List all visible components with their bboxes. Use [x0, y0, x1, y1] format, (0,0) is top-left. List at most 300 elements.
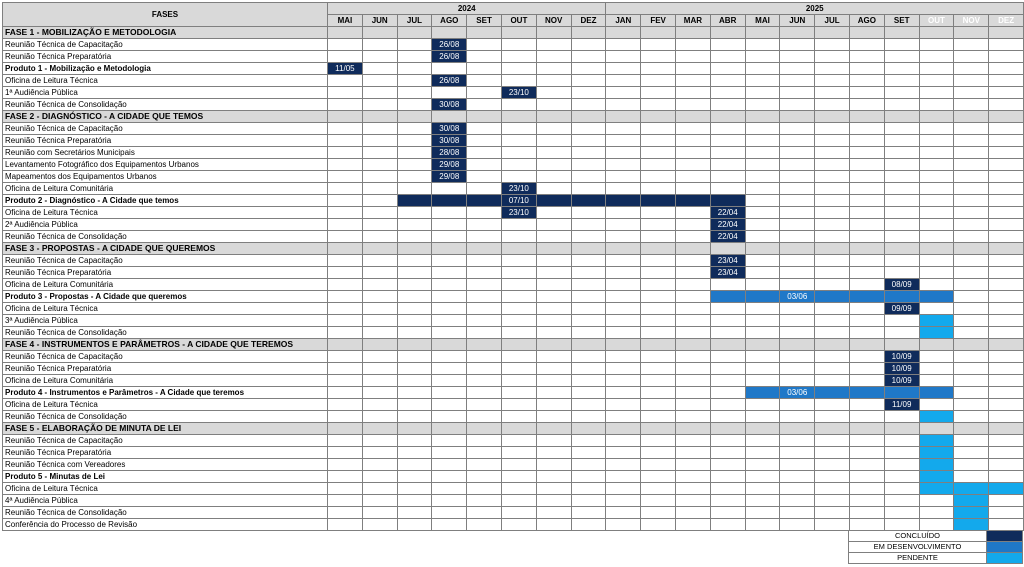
empty-cell	[989, 387, 1024, 399]
empty-cell	[362, 363, 397, 375]
empty-cell	[710, 483, 745, 495]
empty-cell	[884, 195, 919, 207]
empty-cell	[815, 495, 850, 507]
empty-cell	[850, 435, 885, 447]
empty-cell	[571, 51, 606, 63]
empty-cell	[362, 351, 397, 363]
empty-cell	[606, 279, 641, 291]
empty-cell	[780, 303, 815, 315]
empty-cell	[815, 135, 850, 147]
empty-cell	[536, 159, 571, 171]
empty-cell	[571, 351, 606, 363]
empty-cell	[641, 111, 676, 123]
empty-cell	[745, 87, 780, 99]
task-row	[3, 363, 1024, 375]
task-row	[3, 159, 1024, 171]
empty-cell	[467, 267, 502, 279]
empty-cell	[676, 147, 711, 159]
task-row	[3, 51, 1024, 63]
empty-cell	[467, 459, 502, 471]
empty-cell	[362, 423, 397, 435]
empty-cell	[397, 243, 432, 255]
task-row	[3, 507, 1024, 519]
empty-cell	[501, 219, 536, 231]
year-header-row	[3, 3, 1024, 15]
empty-cell	[571, 171, 606, 183]
task-label: Oficina de Leitura Técnica	[3, 75, 328, 87]
empty-cell	[397, 87, 432, 99]
status-cell	[571, 195, 606, 207]
empty-cell	[745, 159, 780, 171]
empty-cell	[954, 207, 989, 219]
empty-cell	[745, 279, 780, 291]
empty-cell	[571, 471, 606, 483]
empty-cell	[989, 507, 1024, 519]
empty-cell	[919, 135, 954, 147]
empty-cell	[676, 27, 711, 39]
empty-cell	[536, 27, 571, 39]
empty-cell	[989, 423, 1024, 435]
empty-cell	[989, 459, 1024, 471]
empty-cell	[815, 459, 850, 471]
task-row	[3, 219, 1024, 231]
empty-cell	[710, 159, 745, 171]
empty-cell	[397, 267, 432, 279]
empty-cell	[467, 159, 502, 171]
task-label: Reunião Técnica Preparatória	[3, 51, 328, 63]
empty-cell	[780, 111, 815, 123]
empty-cell	[780, 99, 815, 111]
empty-cell	[362, 39, 397, 51]
empty-cell	[501, 387, 536, 399]
task-label: Levantamento Fotográfico dos Equipamentos Urbanos	[3, 159, 328, 171]
empty-cell	[432, 315, 467, 327]
empty-cell	[467, 423, 502, 435]
empty-cell	[676, 279, 711, 291]
empty-cell	[780, 75, 815, 87]
empty-cell	[432, 363, 467, 375]
empty-cell	[641, 339, 676, 351]
empty-cell	[710, 375, 745, 387]
empty-cell	[954, 63, 989, 75]
task-label: Oficina de Leitura Técnica	[3, 303, 328, 315]
empty-cell	[815, 519, 850, 531]
empty-cell	[676, 135, 711, 147]
empty-cell	[641, 495, 676, 507]
empty-cell	[884, 147, 919, 159]
empty-cell	[850, 315, 885, 327]
month-header: JUL	[397, 15, 432, 27]
empty-cell	[328, 39, 363, 51]
empty-cell	[641, 315, 676, 327]
month-header: MAR	[676, 15, 711, 27]
month-header: ABR	[710, 15, 745, 27]
empty-cell	[676, 291, 711, 303]
empty-cell	[397, 171, 432, 183]
empty-cell	[780, 483, 815, 495]
empty-cell	[501, 111, 536, 123]
empty-cell	[432, 279, 467, 291]
empty-cell	[606, 75, 641, 87]
status-cell	[397, 195, 432, 207]
empty-cell	[467, 207, 502, 219]
empty-cell	[571, 507, 606, 519]
empty-cell	[501, 279, 536, 291]
empty-cell	[397, 75, 432, 87]
empty-cell	[536, 207, 571, 219]
empty-cell	[989, 147, 1024, 159]
status-cell: 30/08	[432, 99, 467, 111]
empty-cell	[745, 111, 780, 123]
empty-cell	[467, 435, 502, 447]
legend-label: EM DESENVOLVIMENTO	[849, 542, 987, 553]
status-cell: 30/08	[432, 123, 467, 135]
task-row	[3, 327, 1024, 339]
empty-cell	[328, 51, 363, 63]
empty-cell	[954, 435, 989, 447]
empty-cell	[328, 495, 363, 507]
empty-cell	[362, 279, 397, 291]
empty-cell	[919, 423, 954, 435]
empty-cell	[501, 339, 536, 351]
status-cell: 26/08	[432, 75, 467, 87]
phase-row	[3, 111, 1024, 123]
empty-cell	[641, 279, 676, 291]
empty-cell	[954, 447, 989, 459]
empty-cell	[362, 99, 397, 111]
empty-cell	[501, 315, 536, 327]
empty-cell	[328, 183, 363, 195]
status-cell	[815, 387, 850, 399]
empty-cell	[954, 231, 989, 243]
empty-cell	[641, 351, 676, 363]
empty-cell	[397, 111, 432, 123]
empty-cell	[467, 363, 502, 375]
empty-cell	[850, 195, 885, 207]
empty-cell	[641, 411, 676, 423]
empty-cell	[815, 303, 850, 315]
empty-cell	[328, 351, 363, 363]
task-row	[3, 459, 1024, 471]
empty-cell	[362, 267, 397, 279]
empty-cell	[641, 483, 676, 495]
empty-cell	[641, 363, 676, 375]
empty-cell	[397, 459, 432, 471]
month-header: OUT	[919, 15, 954, 27]
empty-cell	[606, 363, 641, 375]
empty-cell	[606, 147, 641, 159]
empty-cell	[536, 423, 571, 435]
empty-cell	[989, 303, 1024, 315]
status-cell	[850, 291, 885, 303]
empty-cell	[571, 75, 606, 87]
empty-cell	[850, 447, 885, 459]
empty-cell	[745, 123, 780, 135]
empty-cell	[467, 183, 502, 195]
phase-label: FASE 4 - INSTRUMENTOS E PARÂMETROS - A CIDADE QUE TEREMOS	[3, 339, 328, 351]
empty-cell	[432, 219, 467, 231]
empty-cell	[536, 507, 571, 519]
empty-cell	[606, 339, 641, 351]
empty-cell	[328, 327, 363, 339]
empty-cell	[676, 495, 711, 507]
empty-cell	[780, 255, 815, 267]
month-header: NOV	[536, 15, 571, 27]
empty-cell	[815, 219, 850, 231]
empty-cell	[501, 27, 536, 39]
empty-cell	[467, 99, 502, 111]
empty-cell	[989, 75, 1024, 87]
empty-cell	[676, 387, 711, 399]
empty-cell	[397, 39, 432, 51]
empty-cell	[641, 159, 676, 171]
empty-cell	[989, 63, 1024, 75]
empty-cell	[989, 255, 1024, 267]
empty-cell	[954, 111, 989, 123]
empty-cell	[850, 135, 885, 147]
empty-cell	[815, 51, 850, 63]
task-label: Reunião Técnica com Vereadores	[3, 459, 328, 471]
empty-cell	[745, 375, 780, 387]
task-label: 3ª Audiência Pública	[3, 315, 328, 327]
empty-cell	[710, 507, 745, 519]
task-label: Reunião Técnica Preparatória	[3, 135, 328, 147]
empty-cell	[919, 63, 954, 75]
empty-cell	[919, 171, 954, 183]
empty-cell	[467, 39, 502, 51]
empty-cell	[467, 471, 502, 483]
status-cell	[432, 195, 467, 207]
empty-cell	[884, 231, 919, 243]
empty-cell	[815, 339, 850, 351]
empty-cell	[362, 399, 397, 411]
empty-cell	[536, 63, 571, 75]
empty-cell	[989, 111, 1024, 123]
empty-cell	[606, 375, 641, 387]
month-header: JUN	[362, 15, 397, 27]
empty-cell	[884, 183, 919, 195]
empty-cell	[641, 375, 676, 387]
empty-cell	[467, 507, 502, 519]
empty-cell	[745, 507, 780, 519]
empty-cell	[815, 159, 850, 171]
empty-cell	[676, 123, 711, 135]
empty-cell	[432, 231, 467, 243]
task-label: Oficina de Leitura Comunitária	[3, 375, 328, 387]
empty-cell	[641, 327, 676, 339]
empty-cell	[432, 399, 467, 411]
task-row	[3, 303, 1024, 315]
empty-cell	[467, 303, 502, 315]
empty-cell	[432, 111, 467, 123]
empty-cell	[362, 183, 397, 195]
empty-cell	[467, 219, 502, 231]
empty-cell	[780, 351, 815, 363]
empty-cell	[397, 135, 432, 147]
empty-cell	[989, 375, 1024, 387]
empty-cell	[606, 303, 641, 315]
empty-cell	[571, 147, 606, 159]
empty-cell	[606, 423, 641, 435]
empty-cell	[536, 147, 571, 159]
empty-cell	[571, 243, 606, 255]
task-row	[3, 39, 1024, 51]
empty-cell	[919, 519, 954, 531]
empty-cell	[780, 231, 815, 243]
task-label: Reunião Técnica de Consolidação	[3, 231, 328, 243]
status-cell	[989, 483, 1024, 495]
empty-cell	[536, 471, 571, 483]
task-row	[3, 99, 1024, 111]
empty-cell	[536, 375, 571, 387]
task-label: Conferência do Processo de Revisão	[3, 519, 328, 531]
empty-cell	[536, 327, 571, 339]
empty-cell	[328, 255, 363, 267]
empty-cell	[884, 159, 919, 171]
empty-cell	[954, 255, 989, 267]
empty-cell	[745, 255, 780, 267]
task-row	[3, 351, 1024, 363]
empty-cell	[884, 315, 919, 327]
empty-cell	[815, 435, 850, 447]
empty-cell	[745, 519, 780, 531]
month-header: JUL	[815, 15, 850, 27]
empty-cell	[676, 519, 711, 531]
empty-cell	[397, 183, 432, 195]
empty-cell	[780, 267, 815, 279]
empty-cell	[884, 267, 919, 279]
empty-cell	[780, 135, 815, 147]
empty-cell	[432, 27, 467, 39]
empty-cell	[432, 471, 467, 483]
empty-cell	[606, 411, 641, 423]
empty-cell	[536, 135, 571, 147]
empty-cell	[710, 63, 745, 75]
empty-cell	[397, 279, 432, 291]
status-cell: 10/09	[884, 351, 919, 363]
empty-cell	[362, 123, 397, 135]
empty-cell	[641, 471, 676, 483]
empty-cell	[467, 483, 502, 495]
empty-cell	[536, 171, 571, 183]
empty-cell	[815, 279, 850, 291]
empty-cell	[884, 447, 919, 459]
empty-cell	[362, 255, 397, 267]
empty-cell	[501, 411, 536, 423]
empty-cell	[432, 87, 467, 99]
empty-cell	[815, 99, 850, 111]
empty-cell	[606, 507, 641, 519]
empty-cell	[397, 399, 432, 411]
empty-cell	[397, 231, 432, 243]
empty-cell	[780, 207, 815, 219]
empty-cell	[432, 495, 467, 507]
empty-cell	[884, 411, 919, 423]
empty-cell	[467, 63, 502, 75]
empty-cell	[989, 231, 1024, 243]
empty-cell	[989, 27, 1024, 39]
empty-cell	[397, 447, 432, 459]
empty-cell	[710, 315, 745, 327]
empty-cell	[919, 243, 954, 255]
empty-cell	[954, 411, 989, 423]
month-header: FEV	[641, 15, 676, 27]
empty-cell	[919, 375, 954, 387]
empty-cell	[328, 483, 363, 495]
empty-cell	[850, 63, 885, 75]
empty-cell	[989, 183, 1024, 195]
empty-cell	[815, 411, 850, 423]
empty-cell	[676, 159, 711, 171]
empty-cell	[780, 51, 815, 63]
status-cell: 22/04	[710, 231, 745, 243]
empty-cell	[780, 123, 815, 135]
empty-cell	[397, 327, 432, 339]
empty-cell	[328, 243, 363, 255]
gantt-schedule-table	[2, 2, 1024, 531]
empty-cell	[641, 147, 676, 159]
task-row	[3, 447, 1024, 459]
empty-cell	[884, 327, 919, 339]
empty-cell	[432, 351, 467, 363]
empty-cell	[710, 51, 745, 63]
empty-cell	[710, 135, 745, 147]
empty-cell	[745, 147, 780, 159]
empty-cell	[571, 39, 606, 51]
status-cell	[919, 435, 954, 447]
empty-cell	[884, 519, 919, 531]
empty-cell	[676, 423, 711, 435]
empty-cell	[501, 39, 536, 51]
empty-cell	[954, 363, 989, 375]
task-label: Reunião Técnica de Capacitação	[3, 255, 328, 267]
empty-cell	[467, 51, 502, 63]
empty-cell	[397, 159, 432, 171]
empty-cell	[397, 363, 432, 375]
empty-cell	[850, 423, 885, 435]
empty-cell	[780, 39, 815, 51]
phase-row	[3, 423, 1024, 435]
status-cell: 29/08	[432, 159, 467, 171]
empty-cell	[571, 159, 606, 171]
empty-cell	[467, 279, 502, 291]
empty-cell	[501, 351, 536, 363]
empty-cell	[328, 435, 363, 447]
empty-cell	[501, 171, 536, 183]
empty-cell	[989, 159, 1024, 171]
empty-cell	[328, 27, 363, 39]
empty-cell	[362, 291, 397, 303]
empty-cell	[919, 27, 954, 39]
empty-cell	[710, 111, 745, 123]
empty-cell	[954, 339, 989, 351]
empty-cell	[989, 219, 1024, 231]
empty-cell	[850, 75, 885, 87]
empty-cell	[745, 171, 780, 183]
empty-cell	[676, 39, 711, 51]
empty-cell	[571, 363, 606, 375]
task-label: Produto 4 - Instrumentos e Parâmetros - A Cidade que teremos	[3, 387, 328, 399]
empty-cell	[362, 327, 397, 339]
empty-cell	[745, 483, 780, 495]
empty-cell	[606, 315, 641, 327]
task-row	[3, 255, 1024, 267]
task-label: 4ª Audiência Pública	[3, 495, 328, 507]
empty-cell	[536, 255, 571, 267]
empty-cell	[641, 75, 676, 87]
year-header: 2024	[328, 3, 606, 15]
empty-cell	[815, 423, 850, 435]
